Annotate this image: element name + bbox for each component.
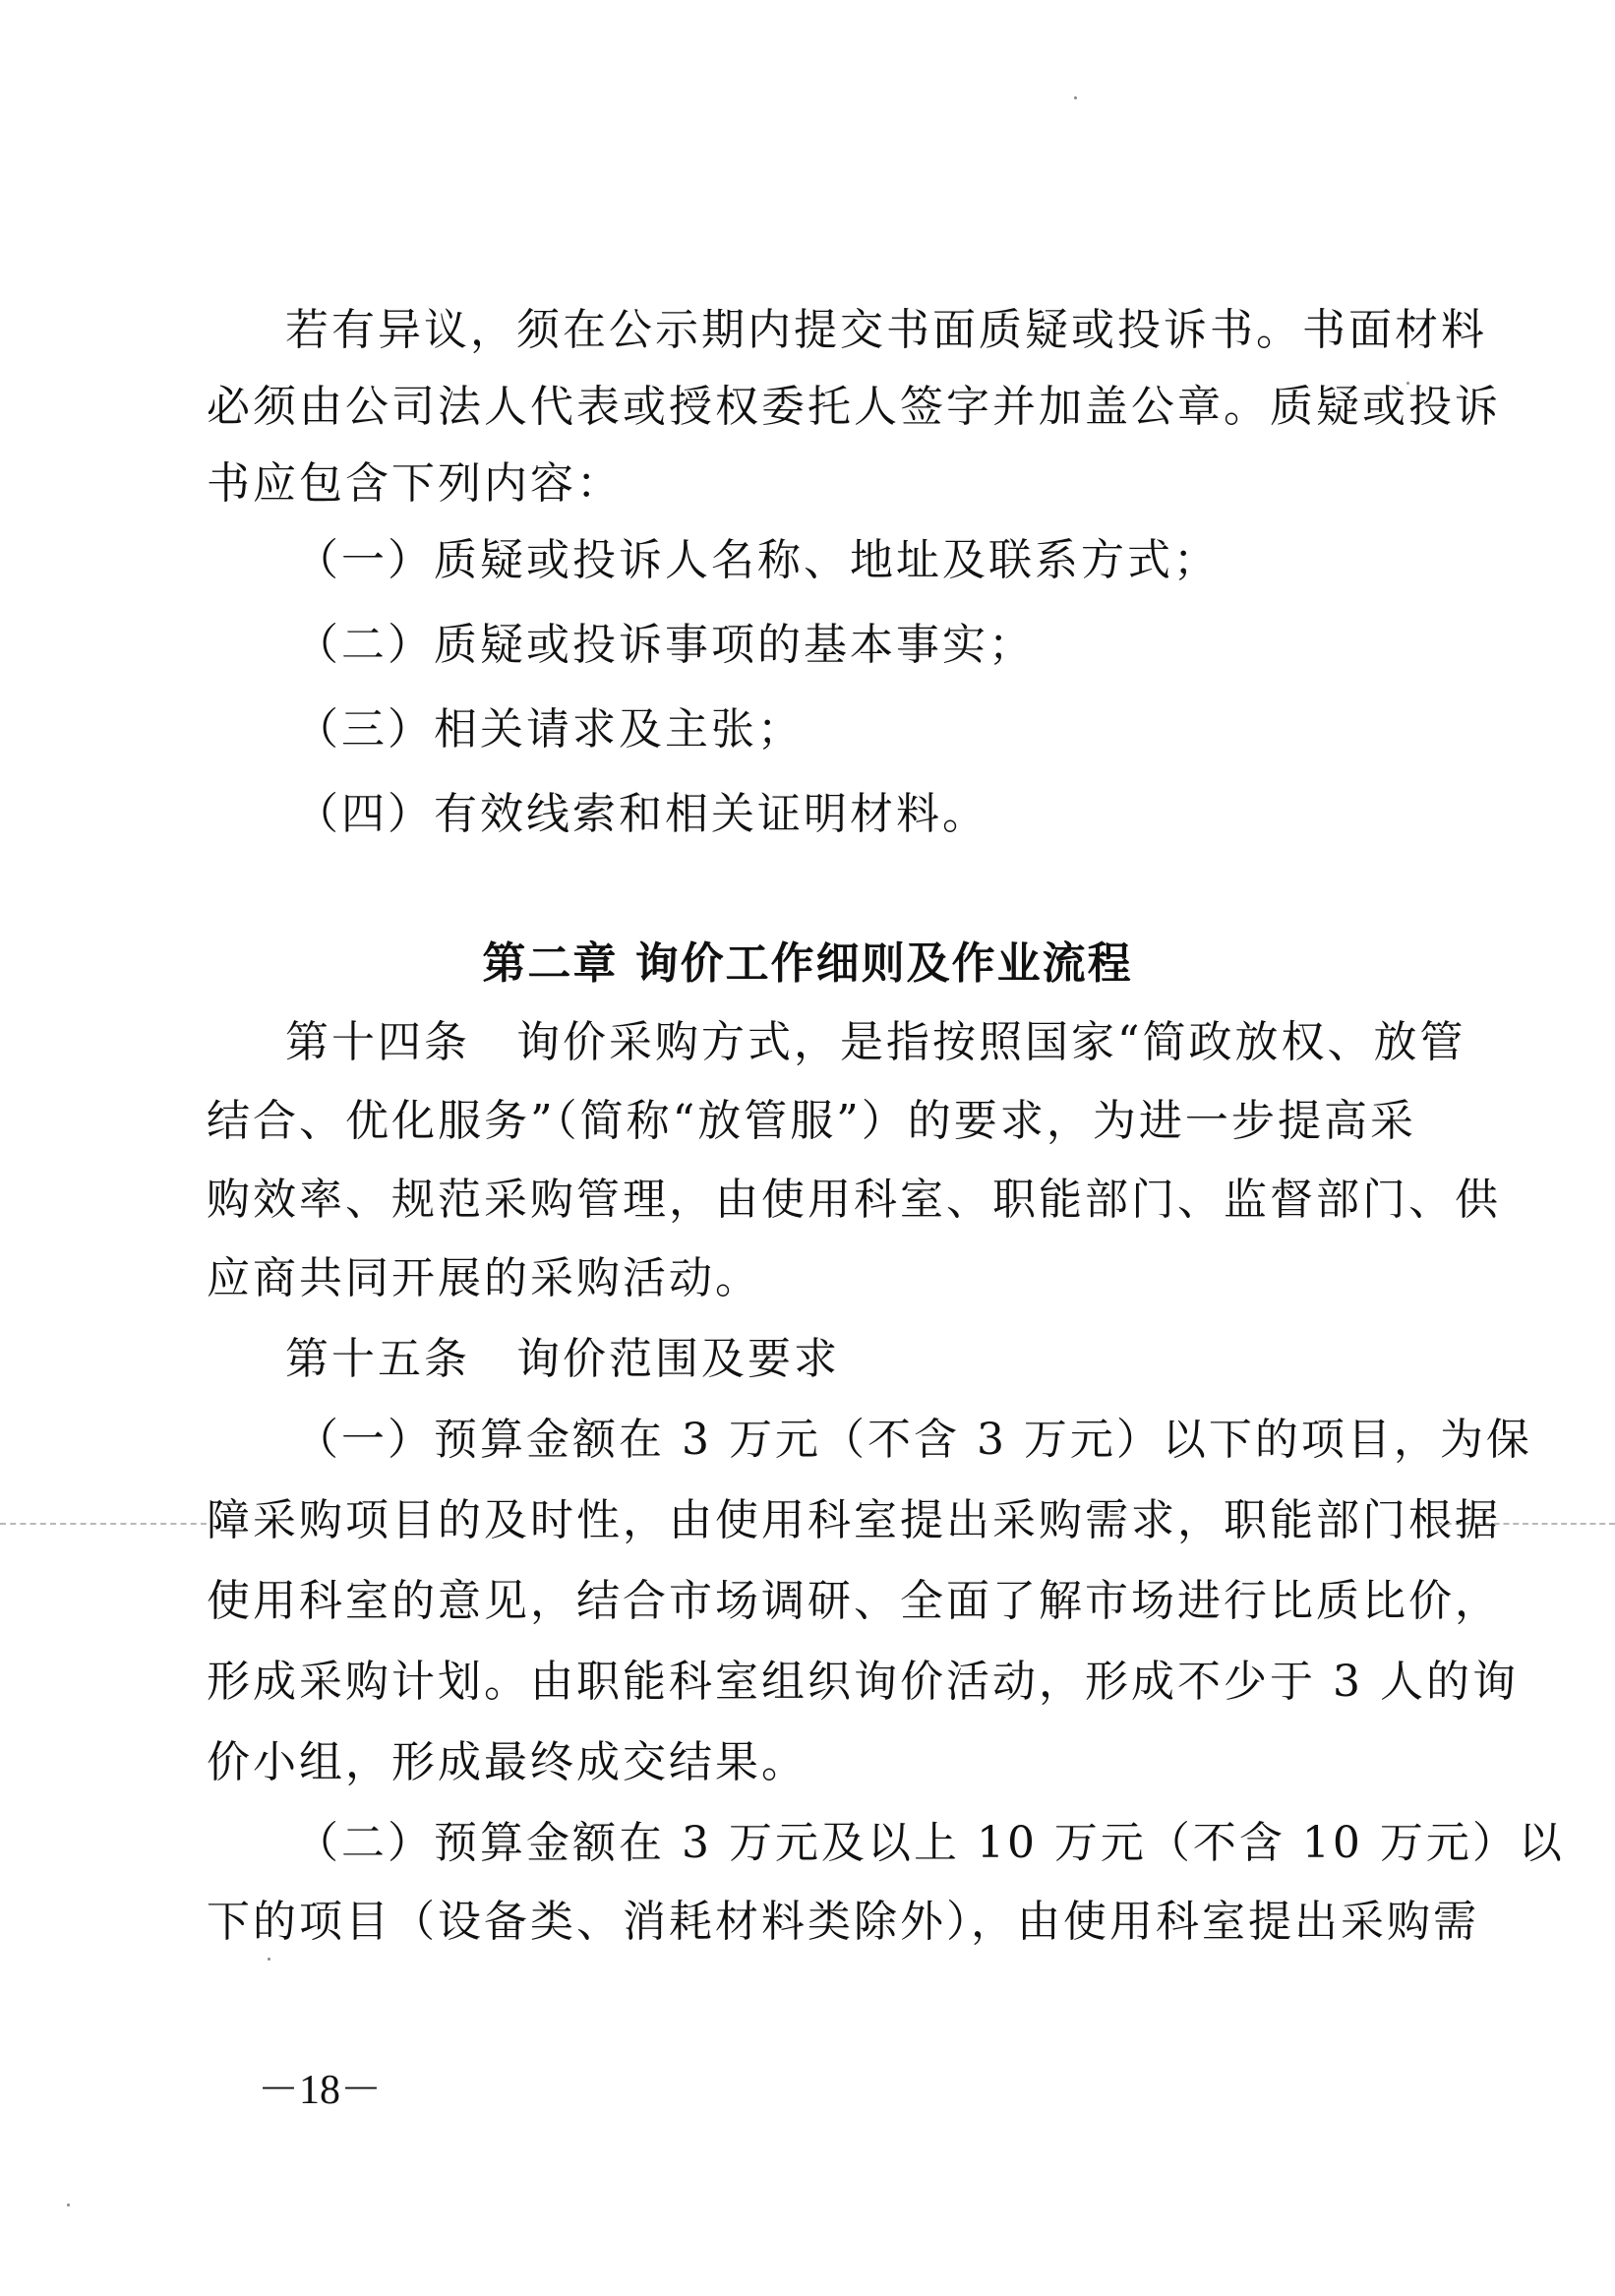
text-line: 结合、优化服务”（简称“放管服”）的要求，为进一步提高采 (207, 1096, 1416, 1146)
scan-speck (268, 1958, 270, 1961)
text-line: 书应包含下列内容： (207, 458, 623, 509)
scan-speck (67, 2204, 70, 2206)
text-line: （二）预算金额在 3 万元及以上 10 万元（不含 10 万元）以 (295, 1818, 1565, 1868)
list-item: （二）质疑或投诉事项的基本事实； (295, 620, 1035, 670)
article-15-title: 第十五条 询价范围及要求 (285, 1334, 840, 1384)
text-line: 障采购项目的及时性，由使用科室提出采购需求，职能部门根据 (207, 1495, 1501, 1545)
scan-speck (1074, 96, 1077, 99)
text-line: 应商共同开展的采购活动。 (207, 1253, 761, 1303)
chapter-title: 第二章 询价工作细则及作业流程 (482, 938, 1133, 989)
list-item: （三）相关请求及主张； (295, 704, 804, 755)
page-number: －18－ (258, 2068, 383, 2113)
text-line: 价小组，形成最终成交结果。 (207, 1737, 808, 1787)
text-line: 形成采购计划。由职能科室组织询价活动，形成不少于 3 人的询 (207, 1657, 1519, 1707)
list-item: （四）有效线索和相关证明材料。 (295, 789, 988, 839)
text-line: 必须由公司法人代表或授权委托人签字并加盖公章。质疑或投诉 (207, 382, 1501, 432)
text-line: 购效率、规范采购管理，由使用科室、职能部门、监督部门、供 (207, 1175, 1501, 1225)
text-line: 若有异议，须在公示期内提交书面质疑或投诉书。书面材料 (285, 305, 1487, 355)
text-line: 下的项目（设备类、消耗材料类除外），由使用科室提出采购需 (207, 1897, 1479, 1947)
text-line: 第十四条 询价采购方式，是指按照国家“简政放权、放管 (285, 1017, 1466, 1067)
list-item: （一）质疑或投诉人名称、地址及联系方式； (295, 535, 1220, 585)
scan-dash-line-left (0, 1523, 207, 1525)
text-line: 使用科室的意见，结合市场调研、全面了解市场进行比质比价， (207, 1576, 1501, 1626)
text-line: （一）预算金额在 3 万元（不含 3 万元）以下的项目，为保 (295, 1415, 1532, 1465)
